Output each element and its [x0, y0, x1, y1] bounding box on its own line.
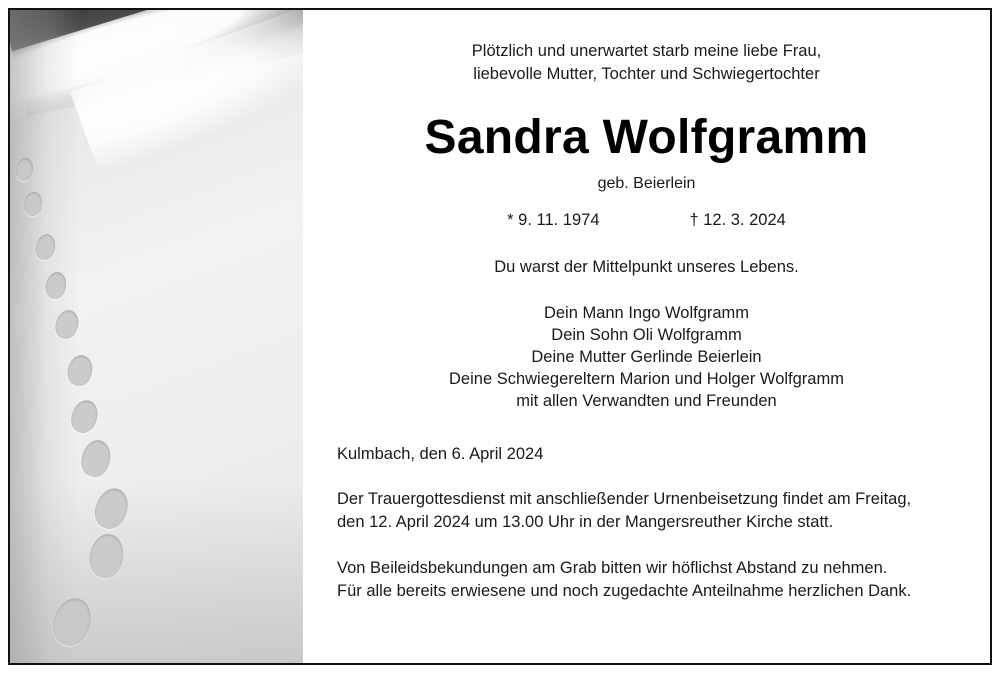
place-and-date: Kulmbach, den 6. April 2024	[337, 444, 544, 463]
service-line-1: Der Trauergottesdienst mit anschließender Urnenbeisetzung findet am Freitag,	[337, 489, 912, 508]
intro-text	[337, 40, 956, 87]
notice-text-column	[303, 10, 990, 663]
closing-note	[337, 557, 956, 603]
mourner-line: Dein Mann Ingo Wolfgramm	[543, 304, 750, 323]
birth-date: * 9. 11. 1974	[507, 211, 600, 230]
service-details	[337, 488, 956, 534]
mourner-line: mit allen Verwandten und Freunden	[516, 391, 777, 410]
mourner-line: Deine Schwiegereltern Marion und Holger Wolfgramm	[449, 370, 844, 389]
life-dates	[337, 211, 956, 230]
closing-line-2: Für alle bereits erwiesene und noch zugedachte Anteilnahme herzlichen Dank.	[337, 582, 912, 601]
mourner-line: Dein Sohn Oli Wolfgramm	[551, 326, 742, 345]
maiden-name: geb. Beierlein	[597, 175, 696, 193]
memorial-motto: Du warst der Mittelpunkt unseres Lebens.	[494, 258, 799, 277]
footprint	[78, 437, 114, 480]
mourner-line: Deine Mutter Gerlinde Beierlein	[531, 348, 762, 367]
service-line-2: den 12. April 2024 um 13.00 Uhr in der Mangersreuther Kirche statt.	[337, 512, 834, 531]
closing-line-1: Von Beileidsbekundungen am Grab bitten wir höflichst Abstand zu nehmen.	[337, 559, 888, 578]
notice-body	[10, 10, 990, 663]
deceased-name: Sandra Wolfgramm	[424, 110, 869, 164]
snow-footprints-photo	[10, 10, 303, 663]
intro-line-1: Plötzlich und unerwartet starb meine liebe Frau,	[471, 42, 822, 60]
death-date: † 12. 3. 2024	[689, 211, 786, 230]
mourners-list	[337, 303, 956, 413]
intro-line-2: liebevolle Mutter, Tochter und Schwiegertochter	[473, 65, 820, 84]
